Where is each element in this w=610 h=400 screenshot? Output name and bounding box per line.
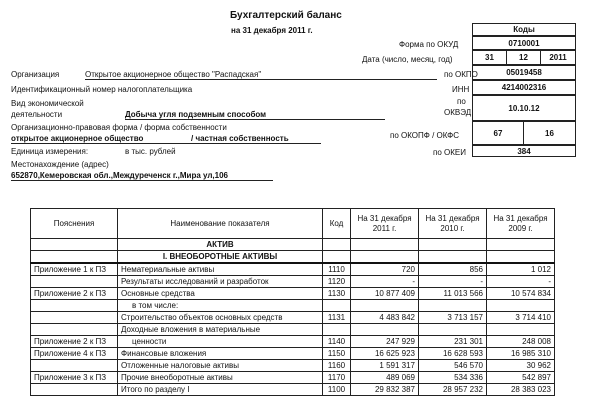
inn-value: 4214002316 <box>472 80 576 95</box>
row-code: 1120 <box>323 276 351 288</box>
date-month: 12 <box>506 50 541 65</box>
row-2009: - <box>487 276 555 288</box>
date-day: 31 <box>472 50 507 65</box>
location-value: 652870,Кемеровская обл.,Междуреченск г.,Мира ул,106 <box>11 171 273 181</box>
table-row <box>31 312 555 324</box>
row-2010: 3 713 157 <box>419 312 487 324</box>
row-code: 1100 <box>323 384 351 396</box>
row-name: ценности <box>118 336 323 348</box>
location-label: Местонахождение (адрес) <box>11 160 109 169</box>
row-code: 1131 <box>323 312 351 324</box>
row-2011: 4 483 842 <box>351 312 419 324</box>
row-2011: 489 069 <box>351 372 419 384</box>
row-2011: 1 591 317 <box>351 360 419 372</box>
inn-code-label: ИНН <box>452 85 470 94</box>
row-2010: 534 336 <box>419 372 487 384</box>
okpo-value: 05019458 <box>472 65 576 80</box>
okud-value: 0710001 <box>472 36 576 50</box>
row-2009: 3 714 410 <box>487 312 555 324</box>
row-note: Приложение 2 к ПЗ <box>31 288 118 300</box>
row-2010: 546 570 <box>419 360 487 372</box>
org-value: Открытое акционерное общество "Распадская" <box>85 70 437 80</box>
row-2010: 11 013 566 <box>419 288 487 300</box>
okopf-label: по ОКОПФ / ОКФС <box>390 131 459 140</box>
section-row <box>31 239 555 251</box>
table-row <box>31 336 555 348</box>
row-2011: - <box>351 276 419 288</box>
row-note: Приложение 3 к ПЗ <box>31 372 118 384</box>
row-name: Отложенные налоговые активы <box>118 360 323 372</box>
row-name: Нематериальные активы <box>118 263 323 276</box>
table-row <box>31 263 555 276</box>
row-name: Финансовые вложения <box>118 348 323 360</box>
org-label: Организация <box>11 70 60 79</box>
row-2009 <box>487 300 555 312</box>
row-2010 <box>419 324 487 336</box>
okpo-label: по ОКПО <box>444 70 478 79</box>
row-note <box>31 300 118 312</box>
row-code: 1130 <box>323 288 351 300</box>
form-label: Организационно-правовая форма / форма собственности <box>11 123 227 132</box>
row-code: 1170 <box>323 372 351 384</box>
row-note <box>31 384 118 396</box>
row-name: Доходные вложения в материальные <box>118 324 323 336</box>
okud-label: Форма по ОКУД <box>399 40 459 49</box>
row-code: 1140 <box>323 336 351 348</box>
date-year: 2011 <box>540 50 576 65</box>
okfs-value: 16 <box>523 121 576 145</box>
row-code: 1150 <box>323 348 351 360</box>
row-note <box>31 312 118 324</box>
okei-label: по ОКЕИ <box>433 148 466 157</box>
header-2009: На 31 декабря 2009 г. <box>487 209 555 239</box>
section-active: АКТИВ <box>118 239 323 251</box>
unit-value: в тыс. рублей <box>125 147 176 156</box>
header-indicator: Наименование показателя <box>118 209 323 239</box>
row-2011: 16 625 923 <box>351 348 419 360</box>
row-note: Приложение 1 к ПЗ <box>31 263 118 276</box>
header-notes: Пояснения <box>31 209 118 239</box>
date-label: Дата (число, месяц, год) <box>362 55 453 64</box>
inn-label: Идентификационный номер налогоплательщика <box>11 85 193 94</box>
table-row <box>31 300 555 312</box>
header-2010: На 31 декабря 2010 г. <box>419 209 487 239</box>
table-row <box>31 276 555 288</box>
okei-value: 384 <box>472 145 576 157</box>
row-2009 <box>487 324 555 336</box>
row-2011: 247 929 <box>351 336 419 348</box>
row-code <box>323 324 351 336</box>
header-2011: На 31 декабря 2011 г. <box>351 209 419 239</box>
table-row <box>31 288 555 300</box>
section-noncurrent-assets: I. ВНЕОБОРОТНЫЕ АКТИВЫ <box>118 251 323 264</box>
okved-label-1: по <box>457 97 466 106</box>
row-2010: 856 <box>419 263 487 276</box>
balance-table <box>30 208 555 396</box>
okved-value: 10.10.12 <box>472 95 576 121</box>
row-2010: - <box>419 276 487 288</box>
row-2009: 248 008 <box>487 336 555 348</box>
row-2009: 28 383 023 <box>487 384 555 396</box>
row-code: 1110 <box>323 263 351 276</box>
activity-label-1: Вид экономической <box>11 99 84 108</box>
row-note: Приложение 2 к ПЗ <box>31 336 118 348</box>
row-note <box>31 324 118 336</box>
row-name: Строительство объектов основных средств <box>118 312 323 324</box>
row-2011 <box>351 324 419 336</box>
document-date: на 31 декабря 2011 г. <box>231 26 313 35</box>
row-2011: 29 832 387 <box>351 384 419 396</box>
row-name: Прочие внеоборотные активы <box>118 372 323 384</box>
table-row <box>31 324 555 336</box>
row-name: в том числе: <box>118 300 323 312</box>
table-row <box>31 348 555 360</box>
table-row-total <box>31 384 555 396</box>
row-name: Результаты исследований и разработок <box>118 276 323 288</box>
codes-header: Коды <box>472 23 576 36</box>
row-2009: 30 962 <box>487 360 555 372</box>
table-header-row <box>31 209 555 239</box>
activity-label-2: деятельности <box>11 110 63 119</box>
okved-label-2: ОКВЭД <box>444 108 472 117</box>
form-value-2: / частная собственность <box>191 134 321 144</box>
row-2009: 10 574 834 <box>487 288 555 300</box>
header-code: Код <box>323 209 351 239</box>
row-2010: 231 301 <box>419 336 487 348</box>
row-2010 <box>419 300 487 312</box>
row-note: Приложение 4 к ПЗ <box>31 348 118 360</box>
row-2009: 16 985 310 <box>487 348 555 360</box>
row-2011: 10 877 409 <box>351 288 419 300</box>
row-code: 1160 <box>323 360 351 372</box>
row-note <box>31 360 118 372</box>
form-value-1: открытое акционерное общество <box>11 134 191 144</box>
row-note <box>31 276 118 288</box>
row-2010: 16 628 593 <box>419 348 487 360</box>
row-2011 <box>351 300 419 312</box>
row-code <box>323 300 351 312</box>
document-title: Бухгалтерский баланс <box>230 10 342 21</box>
okopf-value: 67 <box>472 121 524 145</box>
row-2011: 720 <box>351 263 419 276</box>
activity-value: Добыча угля подземным способом <box>125 110 385 120</box>
section-row <box>31 251 555 264</box>
row-2009: 542 897 <box>487 372 555 384</box>
row-2009: 1 012 <box>487 263 555 276</box>
row-2010: 28 957 232 <box>419 384 487 396</box>
unit-label: Единица измерения: <box>11 147 89 156</box>
row-name: Основные средства <box>118 288 323 300</box>
table-row <box>31 372 555 384</box>
row-name: Итого по разделу I <box>118 384 323 396</box>
table-row <box>31 360 555 372</box>
